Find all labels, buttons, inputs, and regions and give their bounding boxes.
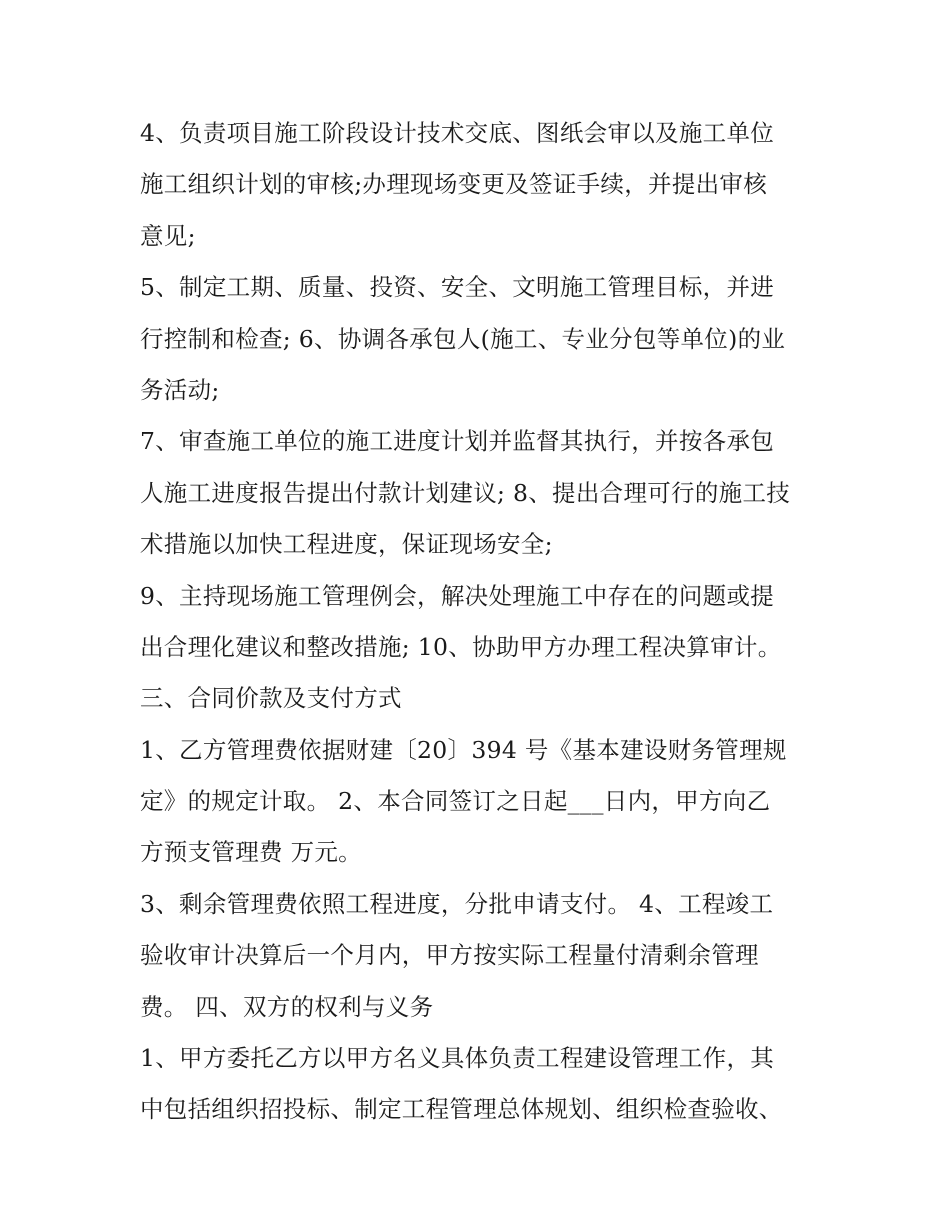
text-line: 意见; bbox=[140, 221, 196, 250]
document-body bbox=[140, 108, 830, 1136]
text-line: 中包括组织招投标、制定工程管理总体规划、组织检查验收、 bbox=[140, 1095, 783, 1124]
section-heading: 三、合同价款及支付方式 bbox=[140, 684, 402, 713]
text-line: 方预支管理费 万元。 bbox=[140, 838, 362, 867]
text-line: 9、主持现场施工管理例会，解决处理施工中存在的问题或提 bbox=[140, 581, 775, 610]
text-line: 行控制和检查; 6、协调各承包人(施工、专业分包等单位)的业 bbox=[140, 324, 786, 353]
text-line: 5、制定工期、质量、投资、安全、文明施工管理目标，并进 bbox=[140, 273, 775, 302]
text-line: 验收审计决算后一个月内，甲方按实际工程量付清剩余管理 bbox=[140, 941, 759, 970]
text-line: 人施工进度报告提出付款计划建议; 8、提出合理可行的施工技 bbox=[140, 478, 791, 507]
text-line: 施工组织计划的审核;办理现场变更及签证手续，并提出审核 bbox=[140, 170, 768, 199]
text-line: 费。 四、双方的权利与义务 bbox=[140, 992, 434, 1021]
text-line: 出合理化建议和整改措施; 10、协助甲方办理工程决算审计。 bbox=[140, 632, 782, 661]
text-line: 1、甲方委托乙方以甲方名义具体负责工程建设管理工作，其 bbox=[140, 1044, 775, 1073]
text-line: 7、审查施工单位的施工进度计划并监督其执行，并按各承包 bbox=[140, 427, 775, 456]
text-line: 1、乙方管理费依据财建〔20〕394 号《基本建设财务管理规 bbox=[140, 735, 787, 764]
text-line: 定》的规定计取。 2、本合同签订之日起___日内，甲方向乙 bbox=[140, 787, 771, 816]
text-line: 3、剩余管理费依照工程进度，分批申请支付。 4、工程竣工 bbox=[140, 889, 774, 918]
text-line: 务活动; bbox=[140, 375, 220, 404]
text-line: 术措施以加快工程进度，保证现场安全; bbox=[140, 530, 553, 559]
text-line: 4、负责项目施工阶段设计技术交底、图纸会审以及施工单位 bbox=[140, 119, 775, 147]
